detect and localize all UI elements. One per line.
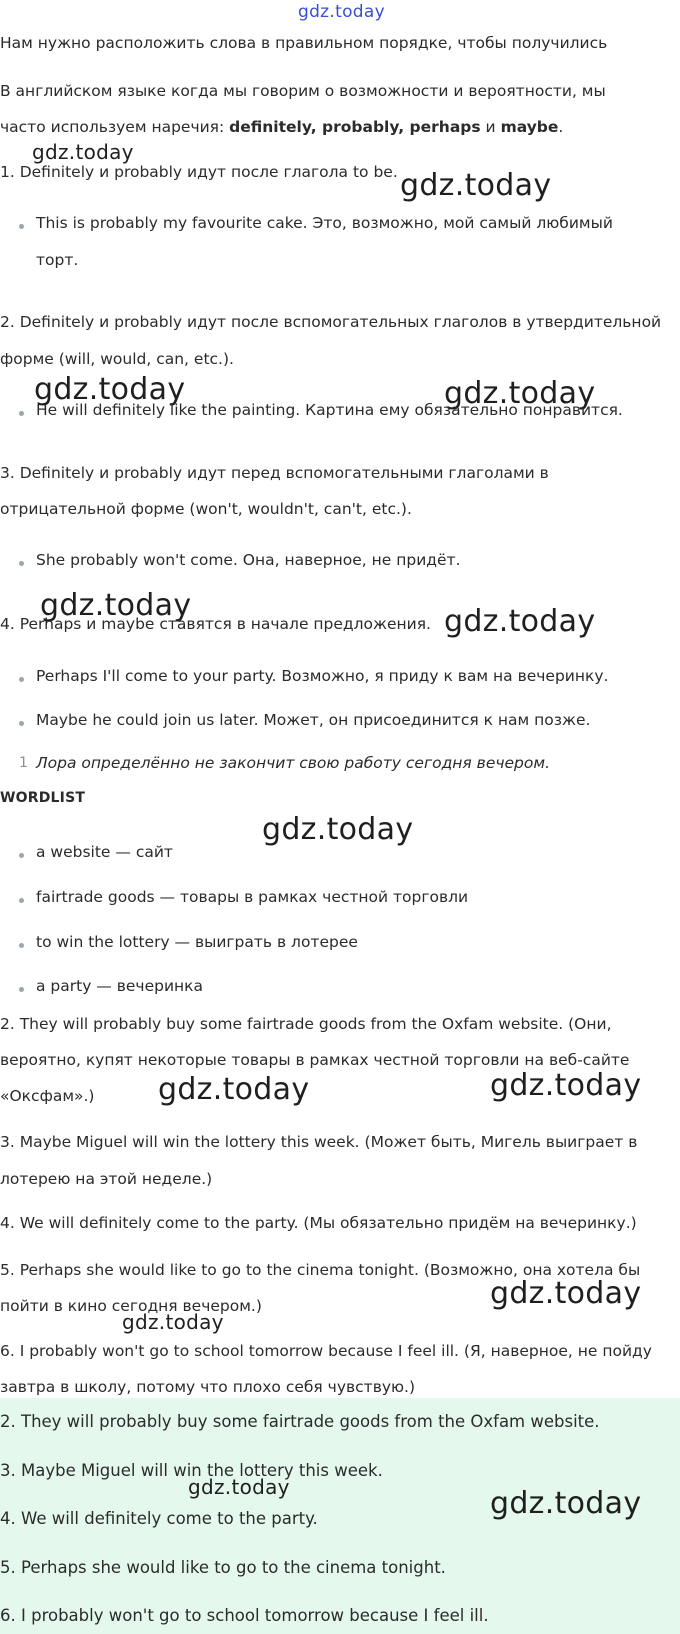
rule-2-example: He will definitely like the painting. Картина ему обязательно понравится. bbox=[36, 401, 623, 419]
answer-5: 5. Perhaps she would like to go to the cinema tonight. (Возможно, она хотела бы bbox=[0, 1261, 641, 1279]
watermark: gdz.today bbox=[444, 604, 596, 639]
rule-2-cont: форме (will, would, can, etc.). bbox=[0, 350, 234, 368]
rule-1-example: This is probably my favourite cake. Это, возможно, мой самый любимый bbox=[36, 214, 613, 232]
final-answer: 3. Maybe Miguel will win the lottery this week. bbox=[0, 1461, 383, 1480]
rule-4-example: Perhaps I'll come to your party. Возможно, я приду к вам на вечеринку. bbox=[36, 667, 609, 685]
answer-3-cont: лотерею на этой неделе.) bbox=[0, 1170, 213, 1188]
watermark: gdz.today bbox=[490, 1068, 642, 1103]
wordlist-item: a party — вечеринка bbox=[36, 977, 204, 995]
bullet-icon bbox=[19, 224, 24, 229]
bullet-icon bbox=[19, 898, 24, 903]
rule-2: 2. Definitely и probably идут после вспомогательных глаголов в утвердительной bbox=[0, 313, 662, 331]
final-answer: 6. I probably won't go to school tomorrow because I feel ill. bbox=[0, 1606, 489, 1625]
intro-line: В английском языке когда мы говорим о возможности и вероятности, мы bbox=[0, 82, 606, 100]
watermark: gdz.today bbox=[490, 1486, 642, 1521]
watermark: gdz.today bbox=[188, 1475, 290, 1499]
watermark: gdz.today bbox=[122, 1310, 224, 1334]
rule-4-example: Maybe he could join us later. Может, он присоединится к нам позже. bbox=[36, 711, 591, 729]
bullet-icon bbox=[19, 721, 24, 726]
bullet-icon bbox=[19, 943, 24, 948]
intro-adverbs-bold: maybe bbox=[500, 118, 559, 136]
intro-text: . bbox=[558, 118, 564, 136]
watermark: gdz.today bbox=[444, 376, 596, 411]
wordlist-item: a website — сайт bbox=[36, 843, 173, 861]
intro-text: часто используем наречия: bbox=[0, 118, 230, 136]
watermark: gdz.today bbox=[158, 1072, 310, 1107]
wordlist-heading: WORDLIST bbox=[0, 790, 86, 806]
rule-3-example: She probably won't come. Она, наверное, не придёт. bbox=[36, 551, 461, 569]
bullet-icon bbox=[19, 411, 24, 416]
answer-2-cont: «Оксфам».) bbox=[0, 1087, 95, 1105]
wordlist-item: fairtrade goods — товары в рамках честной торговли bbox=[36, 888, 469, 906]
watermark: gdz.today bbox=[400, 168, 552, 203]
example-number: 1 bbox=[19, 755, 28, 771]
intro-text: и bbox=[480, 118, 501, 136]
bullet-icon bbox=[19, 853, 24, 858]
answer-2-cont: вероятно, купят некоторые товары в рамках честной торговли на веб-сайте bbox=[0, 1051, 630, 1069]
final-answer: 5. Perhaps she would like to go to the cinema tonight. bbox=[0, 1558, 446, 1577]
bullet-icon bbox=[19, 987, 24, 992]
intro-line: Нам нужно расположить слова в правильном порядке, чтобы получились bbox=[0, 34, 608, 52]
rule-4: 4. Perhaps и maybe ставятся в начале предложения. bbox=[0, 615, 431, 633]
watermark: gdz.today bbox=[34, 372, 186, 407]
watermark: gdz.today bbox=[32, 140, 134, 164]
intro-adverbs-line bbox=[0, 118, 563, 136]
rule-1: 1. Definitely и probably идут после глагола to be. bbox=[0, 163, 398, 181]
intro-adverbs-bold: definitely, probably, perhaps bbox=[229, 118, 481, 136]
answer-6: 6. I probably won't go to school tomorrow because I feel ill. (Я, наверное, не пойду bbox=[0, 1342, 652, 1360]
example-sentence: Лора определённо не закончит свою работу сегодня вечером. bbox=[36, 754, 550, 772]
answer-3: 3. Maybe Miguel will win the lottery this week. (Может быть, Мигель выиграет в bbox=[0, 1133, 638, 1151]
watermark: gdz.today bbox=[40, 588, 192, 623]
watermark: gdz.today bbox=[262, 812, 414, 847]
final-answer: 4. We will definitely come to the party. bbox=[0, 1509, 318, 1528]
answer-6-cont: завтра в школу, потому что плохо себя чувствую.) bbox=[0, 1378, 416, 1396]
wordlist-item: to win the lottery — выиграть в лотерее bbox=[36, 933, 358, 951]
final-answer: 2. They will probably buy some fairtrade goods from the Oxfam website. bbox=[0, 1412, 600, 1431]
answer-5-cont: пойти в кино сегодня вечером.) bbox=[0, 1297, 262, 1315]
answer-2: 2. They will probably buy some fairtrade goods from the Oxfam website. (Они, bbox=[0, 1015, 612, 1033]
watermark: gdz.today bbox=[490, 1276, 642, 1311]
rule-3-cont: отрицательной форме (won't, wouldn't, can't, etc.). bbox=[0, 500, 412, 518]
rule-3: 3. Definitely и probably идут перед вспомогательными глаголами в bbox=[0, 464, 549, 482]
rule-1-example-cont: торт. bbox=[36, 251, 79, 269]
bullet-icon bbox=[19, 561, 24, 566]
bullet-icon bbox=[19, 677, 24, 682]
answer-4: 4. We will definitely come to the party. (Мы обязательно придём на вечеринку.) bbox=[0, 1214, 637, 1232]
watermark-top: gdz.today bbox=[298, 2, 385, 22]
